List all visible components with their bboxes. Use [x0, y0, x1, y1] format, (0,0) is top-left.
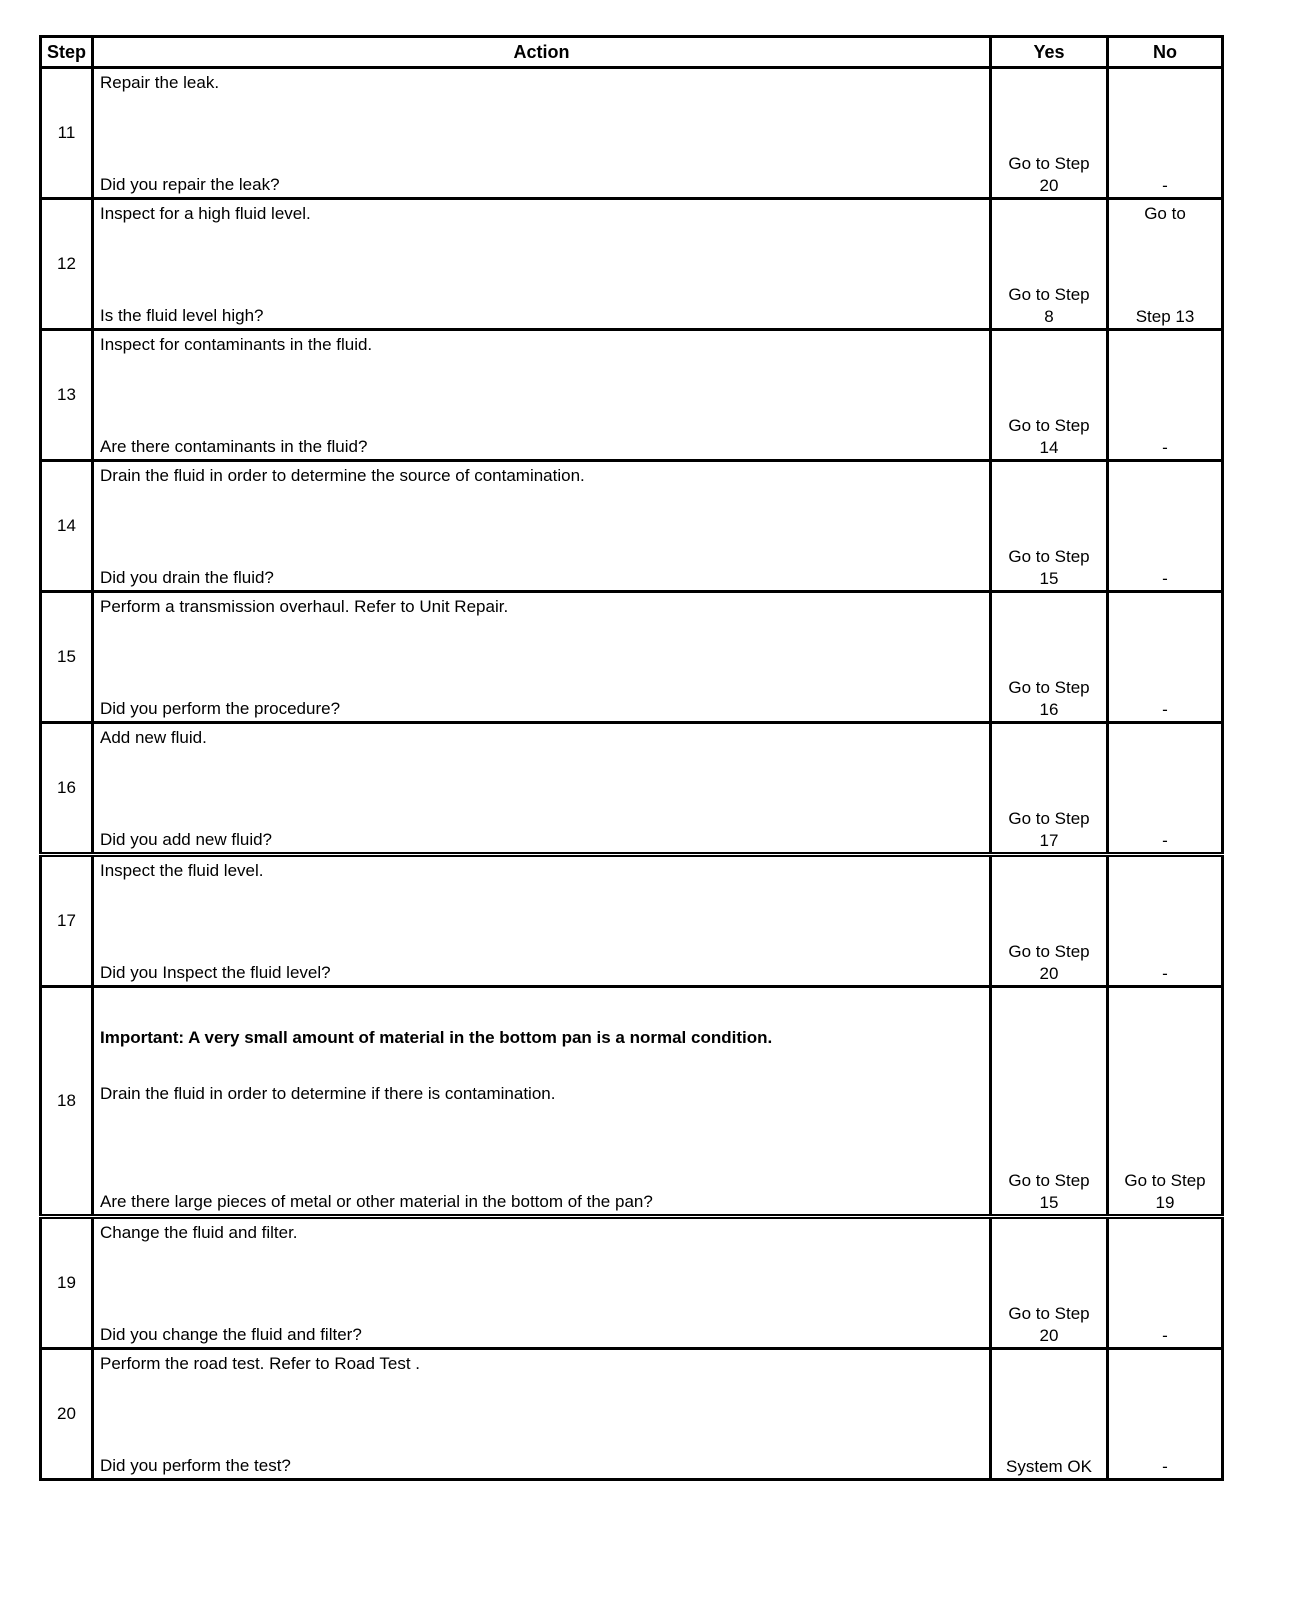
yes-text: Go to Step: [1008, 678, 1090, 697]
step-number: 14: [41, 461, 93, 592]
action-question: Did you Inspect the fluid level?: [100, 963, 331, 982]
yes-step: 20: [1039, 1326, 1059, 1345]
yes-cell: [991, 68, 1108, 199]
yes-text: Go to Step: [1008, 1171, 1090, 1190]
action-text: Inspect the fluid level.: [100, 861, 264, 880]
action-text: Drain the fluid in order to determine the source of contamination.: [100, 466, 585, 485]
no-cell: [1108, 1349, 1223, 1480]
action-text: Add new fluid.: [100, 728, 207, 747]
no-cell: [1108, 68, 1223, 199]
action-text: Repair the leak.: [100, 73, 220, 92]
action-cell: [93, 723, 991, 855]
table-row: [41, 1349, 1223, 1480]
step-number: 11: [41, 68, 93, 199]
yes-cell: [991, 987, 1108, 1217]
no-cell: [1108, 330, 1223, 461]
action-text: Change the fluid and filter.: [100, 1223, 298, 1242]
yes-cell: [991, 199, 1108, 330]
header-yes: Yes: [991, 37, 1108, 68]
important-note: Important: A very small amount of material in the bottom pan is a normal condition.: [100, 1028, 773, 1047]
no-step: -: [1162, 569, 1168, 588]
action-cell: [93, 1349, 991, 1480]
action-cell: [93, 855, 991, 987]
yes-text: Go to Step: [1008, 154, 1090, 173]
no-step: -: [1162, 1326, 1168, 1345]
action-question: Are there contaminants in the fluid?: [100, 437, 368, 456]
no-step: -: [1162, 438, 1168, 457]
no-cell: [1108, 723, 1223, 855]
step-number: 18: [41, 987, 93, 1217]
action-question: Did you add new fluid?: [100, 830, 273, 849]
table-row: [41, 330, 1223, 461]
step-number: 16: [41, 723, 93, 855]
yes-text: Go to Step: [1008, 547, 1090, 566]
no-step: -: [1162, 964, 1168, 983]
table-row: [41, 1217, 1223, 1349]
yes-text: Go to Step: [1008, 809, 1090, 828]
table-row: [41, 199, 1223, 330]
action-text: Inspect for contaminants in the fluid.: [100, 335, 373, 354]
step-number: 13: [41, 330, 93, 461]
action-cell: [93, 199, 991, 330]
step-number: 12: [41, 199, 93, 330]
table-row: [41, 855, 1223, 987]
no-cell: [1108, 461, 1223, 592]
action-question: Did you perform the test?: [100, 1456, 291, 1475]
table-row: [41, 68, 1223, 199]
yes-step: 15: [1039, 569, 1059, 588]
action-question: Are there large pieces of metal or other material in the bottom of the pan?: [100, 1192, 653, 1211]
header-action: Action: [93, 37, 991, 68]
yes-text: Go to Step: [1008, 416, 1090, 435]
header-row: [41, 37, 1223, 68]
action-cell: [93, 1217, 991, 1349]
yes-cell: [991, 855, 1108, 987]
action-cell: [93, 592, 991, 723]
no-cell: [1108, 1217, 1223, 1349]
action-question: Did you perform the procedure?: [100, 699, 341, 718]
header-no: No: [1108, 37, 1223, 68]
table-row: [41, 592, 1223, 723]
action-text: Drain the fluid in order to determine if there is contamination.: [100, 1084, 556, 1103]
yes-cell: [991, 1349, 1108, 1480]
action-question: Did you drain the fluid?: [100, 568, 274, 587]
action-text: Perform the road test. Refer to Road Test .: [100, 1354, 421, 1373]
yes-text: Go to Step: [1008, 285, 1090, 304]
header-step: Step: [41, 37, 93, 68]
no-text: Go to Step: [1124, 1171, 1206, 1190]
action-cell: [93, 461, 991, 592]
yes-cell: [991, 330, 1108, 461]
step-number: 17: [41, 855, 93, 987]
yes-cell: [991, 592, 1108, 723]
no-cell: [1108, 199, 1223, 330]
no-cell: [1108, 855, 1223, 987]
no-step: -: [1162, 176, 1168, 195]
yes-step: 20: [1039, 964, 1059, 983]
action-question: Did you repair the leak?: [100, 175, 280, 194]
action-text: Inspect for a high fluid level.: [100, 204, 311, 223]
yes-step: 16: [1039, 700, 1059, 719]
no-step: -: [1162, 831, 1168, 850]
no-step: -: [1162, 1457, 1168, 1476]
yes-step: 17: [1039, 831, 1059, 850]
action-question: Did you change the fluid and filter?: [100, 1325, 362, 1344]
no-cell: [1108, 987, 1223, 1217]
table-row: [41, 461, 1223, 592]
yes-step: 15: [1039, 1193, 1059, 1212]
yes-cell: [991, 723, 1108, 855]
no-step: Step 13: [1135, 307, 1195, 326]
no-text: Go to: [1144, 204, 1186, 223]
yes-step: 8: [1044, 307, 1054, 326]
step-number: 15: [41, 592, 93, 723]
action-question: Is the fluid level high?: [100, 306, 264, 325]
no-step: -: [1162, 700, 1168, 719]
yes-step: 14: [1039, 438, 1059, 457]
yes-text: Go to Step: [1008, 1304, 1090, 1323]
no-step: 19: [1155, 1193, 1175, 1212]
action-cell: [93, 330, 991, 461]
no-cell: [1108, 592, 1223, 723]
yes-cell: [991, 461, 1108, 592]
table-row: [41, 723, 1223, 855]
yes-step: System OK: [1006, 1457, 1092, 1476]
table-row: [41, 987, 1223, 1217]
action-cell: [93, 68, 991, 199]
action-text: Perform a transmission overhaul. Refer to Unit Repair.: [100, 597, 509, 616]
yes-step: 20: [1039, 176, 1059, 195]
yes-cell: [991, 1217, 1108, 1349]
step-number: 20: [41, 1349, 93, 1480]
step-number: 19: [41, 1217, 93, 1349]
diagnostic-table: [39, 35, 1224, 1481]
action-cell: [93, 987, 991, 1217]
yes-text: Go to Step: [1008, 942, 1090, 961]
